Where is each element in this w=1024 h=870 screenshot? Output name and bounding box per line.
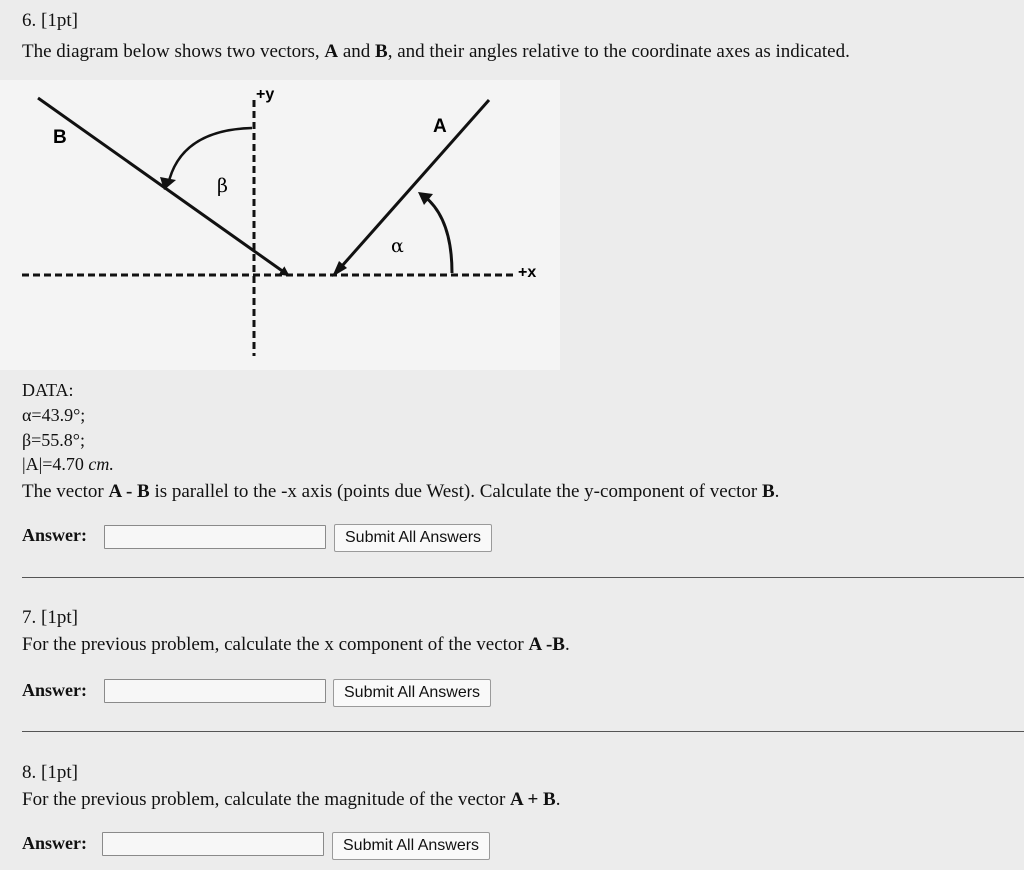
q6-header: 6. [1pt] — [22, 10, 78, 31]
q8-prompt — [22, 789, 560, 811]
q8-answer-label: Answer: — [22, 833, 87, 853]
data-magnitude-A-value: |A|=4.70 — [22, 454, 89, 474]
q6-statement-pre: The vector — [22, 481, 109, 502]
q7-prompt — [22, 634, 570, 656]
q7-prompt-end: . — [564, 634, 570, 655]
data-magnitude-A-unit: cm. — [88, 454, 114, 474]
q6-statement-B: B — [761, 481, 775, 502]
q6-answer-label: Answer: — [22, 525, 87, 545]
q6-statement-vec: A - B — [108, 481, 150, 502]
label-vector-A: A — [433, 116, 447, 137]
q7-answer-label: Answer: — [22, 680, 87, 700]
data-magnitude-A — [22, 453, 114, 475]
q6-prompt-post: , and their angles relative to the coordinate axes as indicated. — [387, 41, 850, 62]
q6-prompt-and: and — [338, 41, 376, 62]
divider-2 — [22, 731, 1024, 732]
q7-prompt-vec: A -B — [528, 634, 565, 655]
label-beta: β — [217, 175, 228, 197]
data-alpha: α=43.9°; — [22, 405, 86, 425]
data-title: DATA: — [22, 380, 74, 400]
q8-prompt-pre: For the previous problem, calculate the magnitude of the vector — [22, 789, 511, 810]
q8-prompt-end: . — [555, 789, 561, 810]
data-beta: β=55.8°; — [22, 430, 86, 450]
q8-prompt-vec: A + B — [510, 789, 556, 810]
q6-submit-button[interactable]: Submit All Answers — [334, 524, 492, 552]
q8-header: 8. [1pt] — [22, 762, 78, 783]
diagram-background — [0, 80, 560, 370]
q6-prompt-B: B — [375, 41, 388, 62]
q7-answer-input[interactable] — [104, 679, 326, 703]
q8-answer-input[interactable] — [102, 832, 324, 856]
q6-prompt — [22, 41, 850, 63]
q7-header: 7. [1pt] — [22, 607, 78, 628]
q6-answer-input[interactable] — [104, 525, 326, 549]
q6-statement — [22, 481, 779, 503]
q6-statement-mid: is parallel to the -x axis (points due West). Calculate the y-component of vector — [149, 481, 762, 502]
q6-prompt-A: A — [324, 41, 339, 62]
q6-statement-end: . — [774, 481, 780, 502]
q6-prompt-pre: The diagram below shows two vectors, — [22, 41, 325, 62]
label-alpha: α — [391, 235, 404, 257]
q8-submit-button[interactable]: Submit All Answers — [332, 832, 490, 860]
vector-diagram — [0, 80, 560, 370]
q7-prompt-pre: For the previous problem, calculate the x component of the vector — [22, 634, 529, 655]
label-vector-B: B — [53, 127, 67, 148]
label-plus-x: +x — [518, 264, 537, 281]
q7-submit-button[interactable]: Submit All Answers — [333, 679, 491, 707]
divider-1 — [22, 577, 1024, 578]
label-plus-y: +y — [256, 86, 275, 103]
